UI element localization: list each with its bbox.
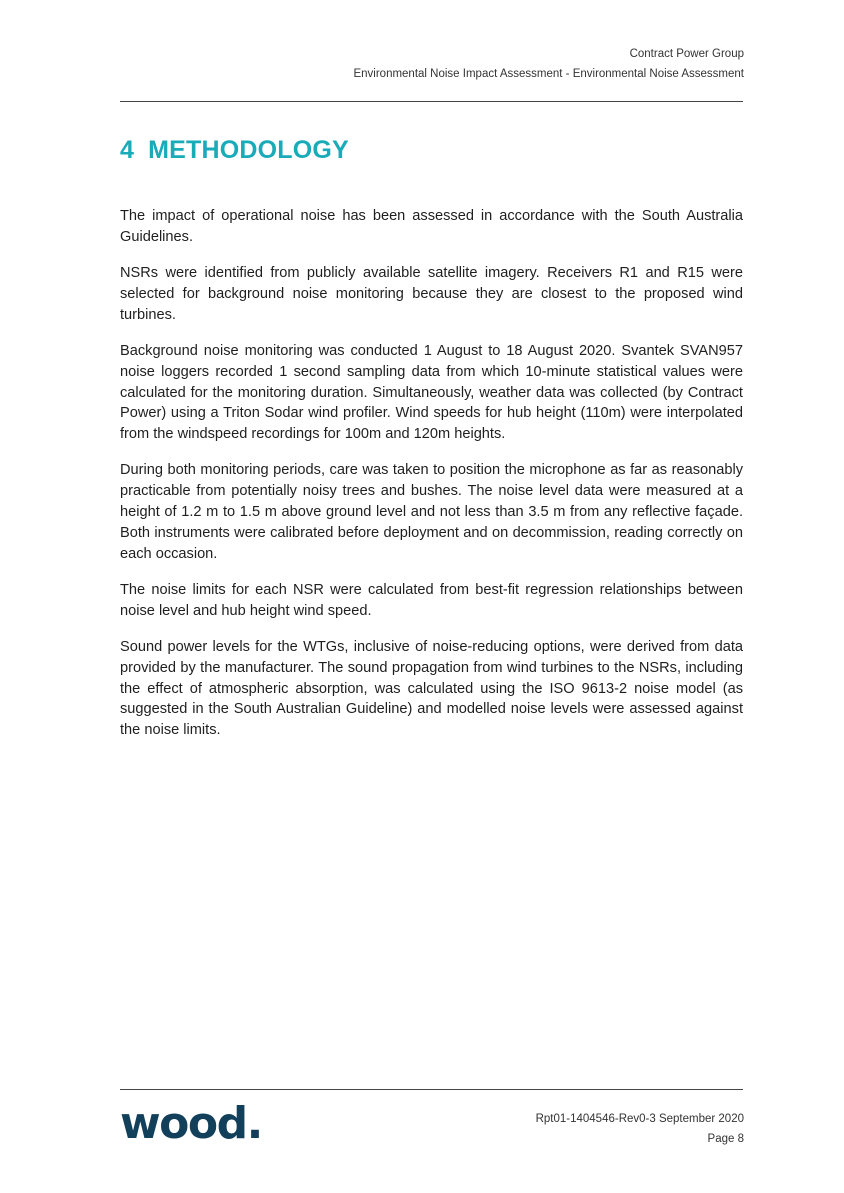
section-title: METHODOLOGY (148, 136, 349, 164)
footer-divider (120, 1089, 743, 1090)
wood-logo: wood. (120, 1098, 262, 1149)
header-divider (120, 101, 743, 102)
paragraph: Background noise monitoring was conducted 1 August to 18 August 2020. Svantek SVAN957 noise loggers recorded 1 second sampling data from which 10-minute statistical values were calculated for the monitoring duration. Simultaneously, weather data was collected (by Contract Power) using a Triton Sodar wind profiler. Wind speeds for hub height (110m) were interpolated from the windspeed recordings for 100m and 120m heights. (120, 342, 743, 443)
section-number: 4 (120, 136, 135, 164)
header-company: Contract Power Group (629, 48, 744, 60)
paragraph: The noise limits for each NSR were calculated from best-fit regression relationships between noise level and hub height wind speed. (120, 581, 743, 619)
section-body (120, 206, 743, 757)
paragraph: During both monitoring periods, care was taken to position the microphone as far as reasonably practicable from potentially noisy trees and bushes. The noise level data were measured at a height of 1.2 m to 1.5 m above ground level and not less than 3.5 m from any reflective façade. Both instruments were calibrated before deployment and on decommission, reading correctly on each occasion. (120, 462, 743, 562)
header-report-title: Environmental Noise Impact Assessment - Environmental Noise Assessment (353, 68, 744, 80)
page-footer (536, 1109, 744, 1149)
page-header (353, 44, 744, 84)
section-heading (120, 136, 349, 165)
paragraph: The impact of operational noise has been assessed in accordance with the South Australia Guidelines. (120, 208, 743, 245)
paragraph: Sound power levels for the WTGs, inclusive of noise-reducing options, were derived from data provided by the manufacturer. The sound propagation from wind turbines to the NSRs, including the effect of atmospheric absorption, was calculated using the ISO 9613-2 noise model (as suggested in the South Australian Guideline) and modelled noise levels were assessed against the noise limits. (120, 639, 743, 739)
report-reference: Rpt01-1404546-Rev0-3 September 2020 (535, 1113, 744, 1125)
page-number: Page 8 (707, 1133, 744, 1145)
paragraph: NSRs were identified from publicly available satellite imagery. Receivers R1 and R15 were selected for background noise monitoring because they are closest to the proposed wind turbines. (120, 265, 743, 323)
